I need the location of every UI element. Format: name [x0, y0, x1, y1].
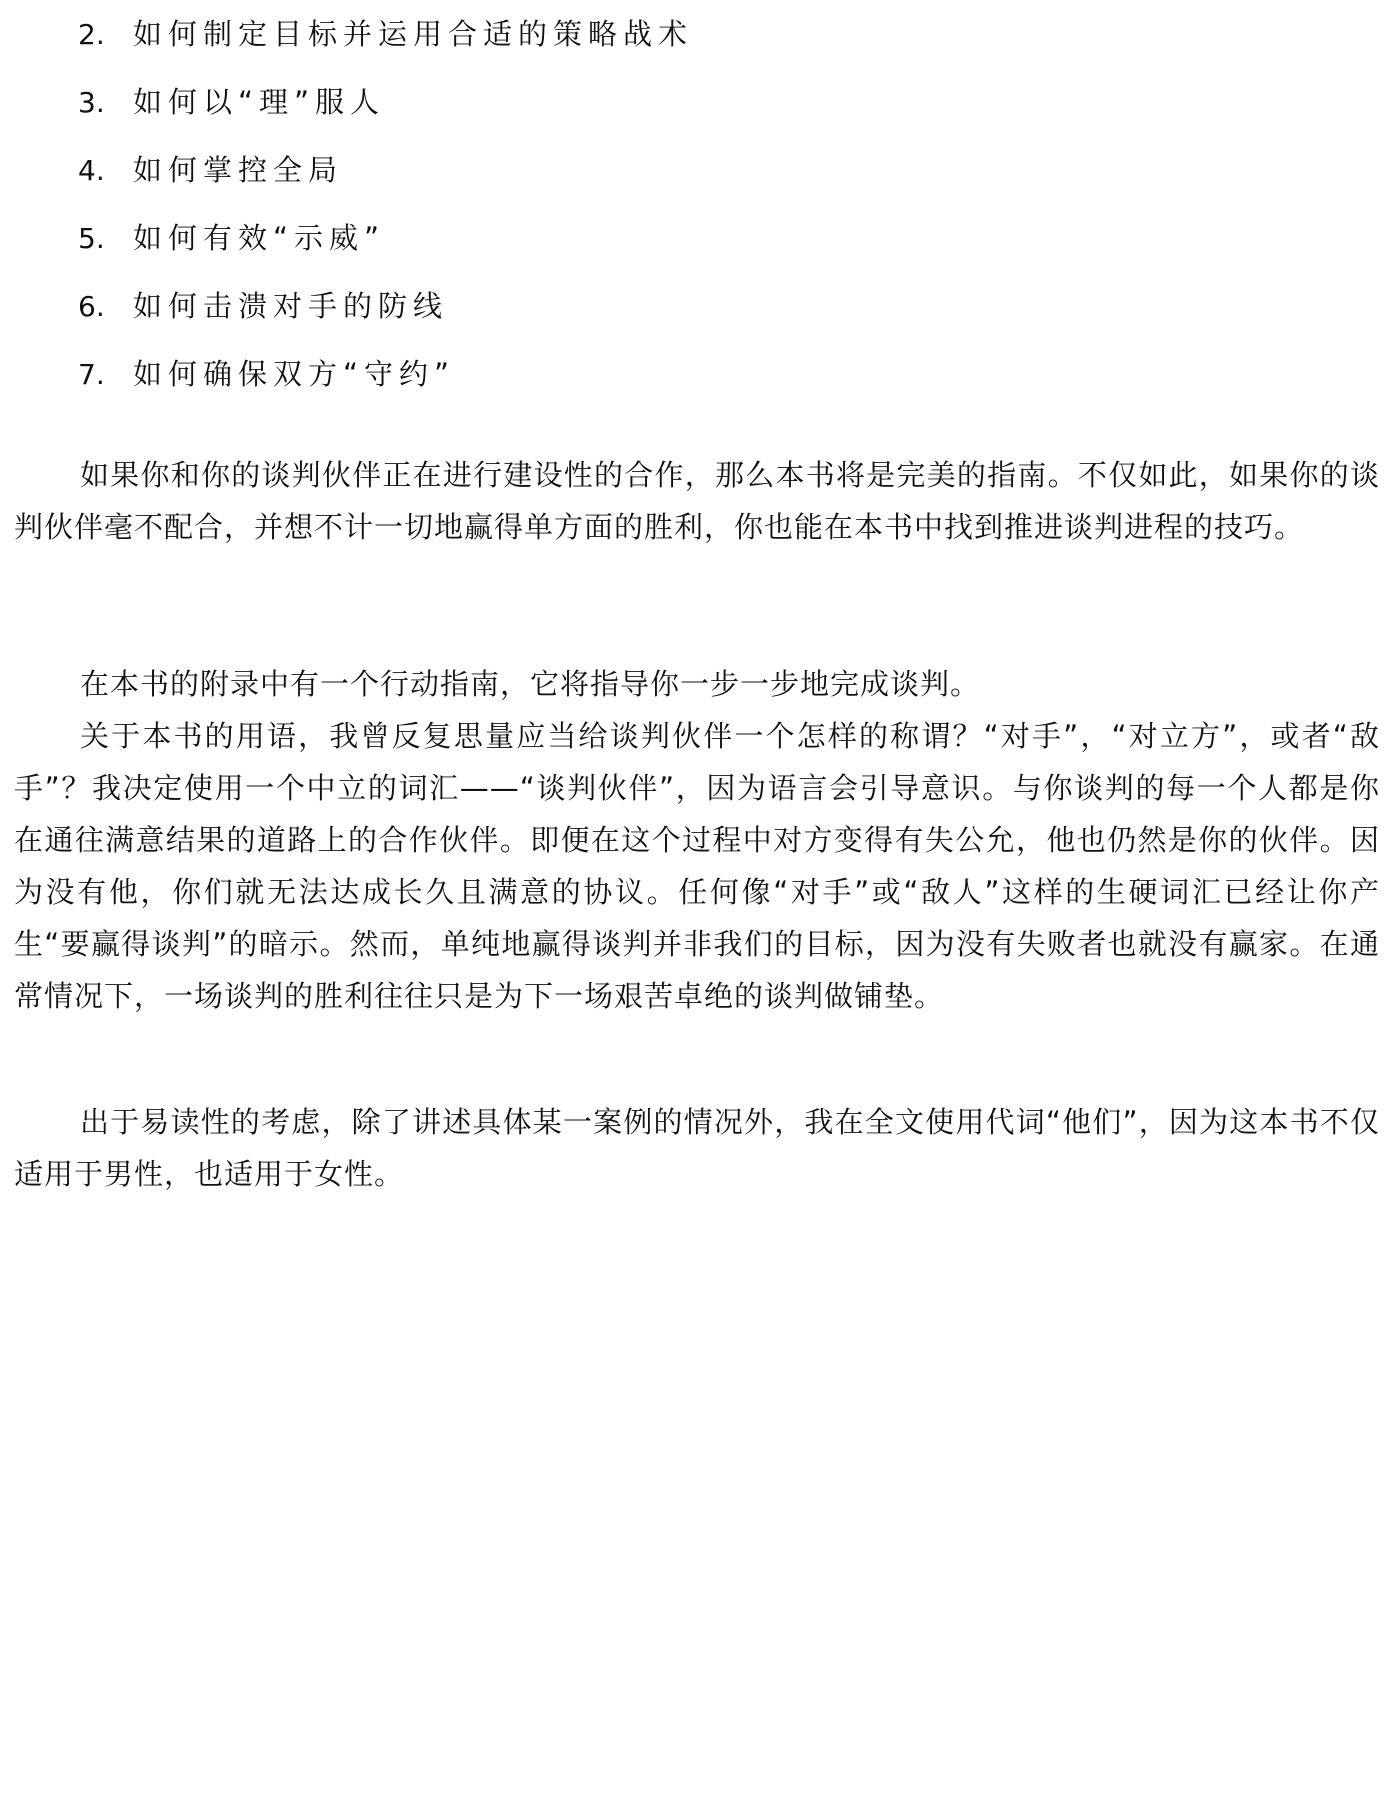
list-item: [78, 82, 1278, 150]
list-item: [78, 14, 1278, 82]
list-number: 7.: [78, 358, 105, 391]
list-text: 如何确保双方“守约”: [133, 357, 456, 391]
list-text: 如何击溃对手的防线: [133, 289, 449, 323]
list-number: 3.: [78, 86, 105, 119]
list-number: 4.: [78, 154, 105, 187]
list-text: 如何以“理”服人: [133, 85, 386, 119]
list-text: 如何有效“示威”: [133, 221, 386, 255]
list-item: [78, 354, 1278, 422]
list-text: 如何掌控全局: [133, 153, 344, 187]
numbered-list: [78, 14, 1278, 422]
paragraph-terminology: 关于本书的用语，我曾反复思量应当给谈判伙伴一个怎样的称谓？“对手”，“对立方”，或者“敌手”？我决定使用一个中立的词汇——“谈判伙伴”，因为语言会引导意识。与你谈判的每一个人都是你在通往满意结果的道路上的合作伙伴。即便在这个过程中对方变得有失公允，他也仍然是你的伙伴。因为没有他，你们就无法达成长久且满意的协议。任何像“对手”或“敌人”这样的生硬词汇已经让你产生“要赢得谈判”的暗示。然而，单纯地赢得谈判并非我们的目标，因为没有失败者也就没有赢家。在通常情况下，一场谈判的胜利往往只是为下一场艰苦卓绝的谈判做铺垫。: [14, 719, 1380, 1013]
list-number: 2.: [78, 18, 105, 51]
paragraph-appendix: 在本书的附录中有一个行动指南，它将指导你一步一步地完成谈判。: [80, 667, 981, 701]
list-item: [78, 218, 1278, 286]
paragraph-pronoun: 出于易读性的考虑，除了讲述具体某一案例的情况外，我在全文使用代词“他们”，因为这本书不仅适用于男性，也适用于女性。: [14, 1105, 1380, 1191]
list-number: 5.: [78, 222, 105, 255]
list-number: 6.: [78, 290, 105, 323]
paragraph-guide: 如果你和你的谈判伙伴正在进行建设性的合作，那么本书将是完美的指南。不仅如此，如果你的谈判伙伴毫不配合，并想不计一切地赢得单方面的胜利，你也能在本书中找到推进谈判进程的技巧。: [14, 458, 1380, 544]
list-text: 如何制定目标并运用合适的策略战术: [133, 17, 694, 51]
list-item: [78, 150, 1278, 218]
list-item: [78, 286, 1278, 354]
